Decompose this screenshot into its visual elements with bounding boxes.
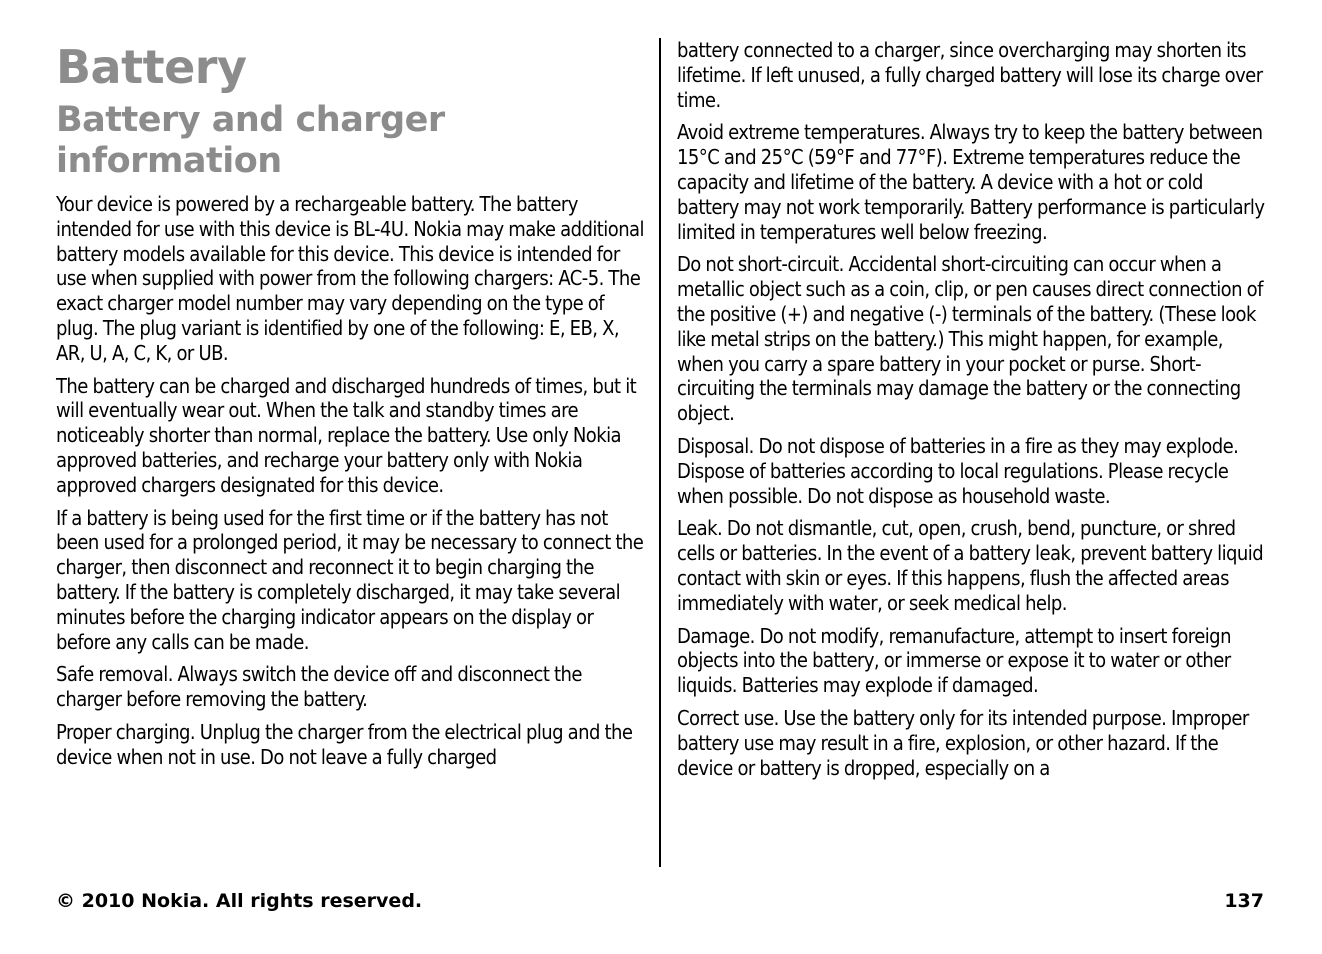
right-column (677, 38, 1269, 788)
paragraph: If a battery is being used for the first time or if the battery has not been used for a prolonged period, it may be necessary to connect the charger, then disconnect and reconnect it to begin charging the battery. If the battery is completely discharged, it may take several minutes before the charging indicator appears on the display or before any calls can be made. (56, 505, 644, 654)
paragraph: Proper charging. Unplug the charger from the electrical plug and the device when not in use. Do not leave a fully charged (56, 719, 633, 769)
paragraph: Disposal. Do not dispose of batteries in a fire as they may explode. Dispose of batteries according to local regulations. Please recycle when possible. Do not dispose as household waste. (677, 433, 1239, 508)
paragraph: The battery can be charged and discharged hundreds of times, but it will eventually wear out. When the talk and standby times are noticeably shorter than normal, replace the battery. Use only Nokia approved batteries, and recharge your battery only with Nokia approved chargers designated for this device. (56, 373, 637, 497)
paragraph: Damage. Do not modify, remanufacture, attempt to insert foreign objects into the battery, or immerse or expose it to water or other liquids. Batteries may explode if damaged. (677, 623, 1231, 698)
left-column (56, 38, 646, 778)
paragraph: Avoid extreme temperatures. Always try to keep the battery between 15°C and 25°C (59°F and 77°F). Extreme temperatures reduce the capacity and lifetime of the battery. A device with a hot or cold battery may not work temporarily. Battery performance is particularly limited in temperatures well below freezing. (677, 120, 1265, 244)
paragraph: Correct use. Use the battery only for its intended purpose. Improper battery use may result in a fire, explosion, or other hazard. If the device or battery is dropped, especially on a (677, 705, 1249, 780)
paragraph: Your device is powered by a rechargeable battery. The battery intended for use with this device is BL-4U. Nokia may make additional battery models available for this device. This device is intended for use when supplied with power from the following chargers: AC-5. The exact charger model number may vary depending on the type of plug. The plug variant is identified by one of the following: E, EB, X, AR, U, A, C, K, or UB. (56, 192, 644, 365)
column-divider (659, 38, 661, 867)
section-heading: Battery and charger information (56, 100, 445, 181)
footer-copyright: © 2010 Nokia. All rights reserved. (56, 890, 423, 912)
paragraph: Leak. Do not dismantle, cut, open, crush, bend, puncture, or shred cells or batteries. In the event of a battery leak, prevent battery liquid contact with skin or eyes. If this happens, flush the affected areas immediately with water, or seek medical help. (677, 516, 1264, 615)
page-number: 137 (1224, 890, 1264, 912)
paragraph: Do not short-circuit. Accidental short-circuiting can occur when a metallic object such as a coin, clip, or pen causes direct connection of the positive (+) and negative (-) terminals of the battery. (These look like metal strips on the battery.) This might happen, for example, when you carry a spare battery in your pocket or purse. Short-circuiting the terminals may damage the battery or the connecting object. (677, 252, 1263, 426)
page-title: Battery (56, 40, 247, 94)
paragraph: Safe removal. Always switch the device off and disconnect the charger before removing the battery. (56, 662, 582, 712)
paragraph: battery connected to a charger, since overcharging may shorten its lifetime. If left unused, a fully charged battery will lose its charge over time. (677, 38, 1263, 112)
